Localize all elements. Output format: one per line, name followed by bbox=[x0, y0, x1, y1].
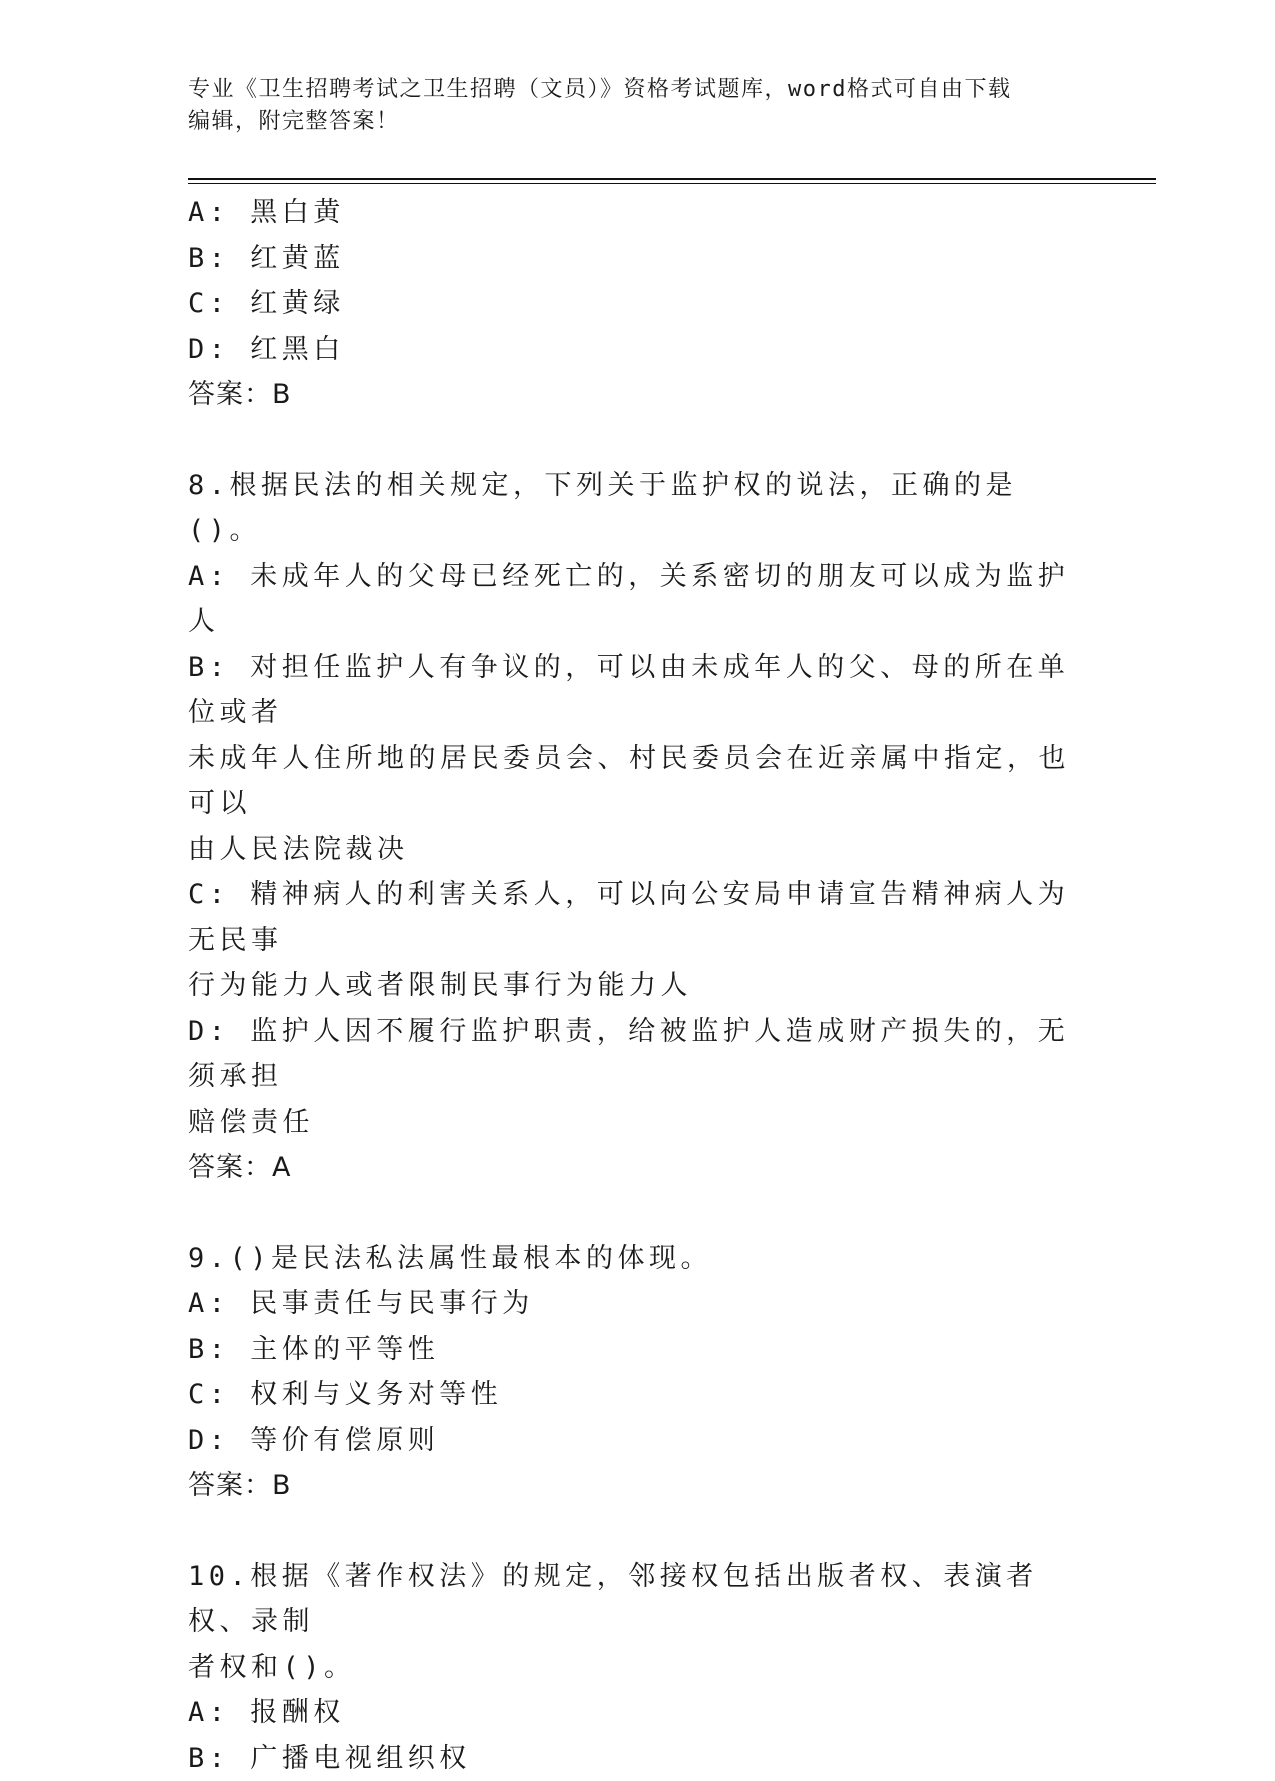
option-b-line-1: B: 对担任监护人有争议的，可以由未成年人的父、母的所在单位或者 bbox=[188, 645, 1088, 736]
option-b-line-3: 由人民法院裁决 bbox=[188, 827, 1088, 873]
question-text-line-2: 者权和()。 bbox=[188, 1645, 1088, 1691]
header-line-2: 编辑，附完整答案！ bbox=[188, 106, 1088, 138]
option-b-line-2: 未成年人住所地的居民委员会、村民委员会在近亲属中指定，也可以 bbox=[188, 736, 1088, 827]
question-list bbox=[188, 190, 1088, 1781]
option-c-line-1: C: 精神病人的利害关系人，可以向公安局申请宣告精神病人为无民事 bbox=[188, 872, 1088, 963]
spacer bbox=[188, 1191, 1088, 1236]
option-c: C: 权利与义务对等性 bbox=[188, 1372, 1088, 1418]
question-7 bbox=[188, 190, 1088, 418]
spacer bbox=[188, 1509, 1088, 1554]
option-a: A: 报酬权 bbox=[188, 1690, 1088, 1736]
question-9 bbox=[188, 1236, 1088, 1509]
header-line-1: 专业《卫生招聘考试之卫生招聘（文员）》资格考试题库，word格式可自由下载 bbox=[188, 74, 1088, 106]
option-a: A: 未成年人的父母已经死亡的，关系密切的朋友可以成为监护人 bbox=[188, 554, 1088, 645]
option-d-line-2: 赔偿责任 bbox=[188, 1100, 1088, 1146]
answer: 答案：A bbox=[188, 1145, 1088, 1191]
spacer bbox=[188, 418, 1088, 463]
header-rule-thin bbox=[188, 183, 1156, 184]
answer: 答案：B bbox=[188, 372, 1088, 418]
question-text: 9.()是民法私法属性最根本的体现。 bbox=[188, 1236, 1088, 1282]
question-8 bbox=[188, 463, 1088, 1191]
option-b: B: 广播电视组织权 bbox=[188, 1736, 1088, 1781]
answer: 答案：B bbox=[188, 1463, 1088, 1509]
header-rule-thick bbox=[188, 178, 1156, 180]
option-d: D: 等价有偿原则 bbox=[188, 1418, 1088, 1464]
question-text: 8.根据民法的相关规定，下列关于监护权的说法，正确的是()。 bbox=[188, 463, 1088, 554]
option-d: D: 红黑白 bbox=[188, 327, 1088, 373]
document-header bbox=[188, 74, 1088, 138]
option-b: B: 红黄蓝 bbox=[188, 236, 1088, 282]
option-b: B: 主体的平等性 bbox=[188, 1327, 1088, 1373]
option-a: A: 民事责任与民事行为 bbox=[188, 1281, 1088, 1327]
question-10 bbox=[188, 1554, 1088, 1781]
option-c: C: 红黄绿 bbox=[188, 281, 1088, 327]
option-a: A: 黑白黄 bbox=[188, 190, 1088, 236]
option-d-line-1: D: 监护人因不履行监护职责，给被监护人造成财产损失的，无须承担 bbox=[188, 1009, 1088, 1100]
option-c-line-2: 行为能力人或者限制民事行为能力人 bbox=[188, 963, 1088, 1009]
question-text-line-1: 10.根据《著作权法》的规定，邻接权包括出版者权、表演者权、录制 bbox=[188, 1554, 1088, 1645]
